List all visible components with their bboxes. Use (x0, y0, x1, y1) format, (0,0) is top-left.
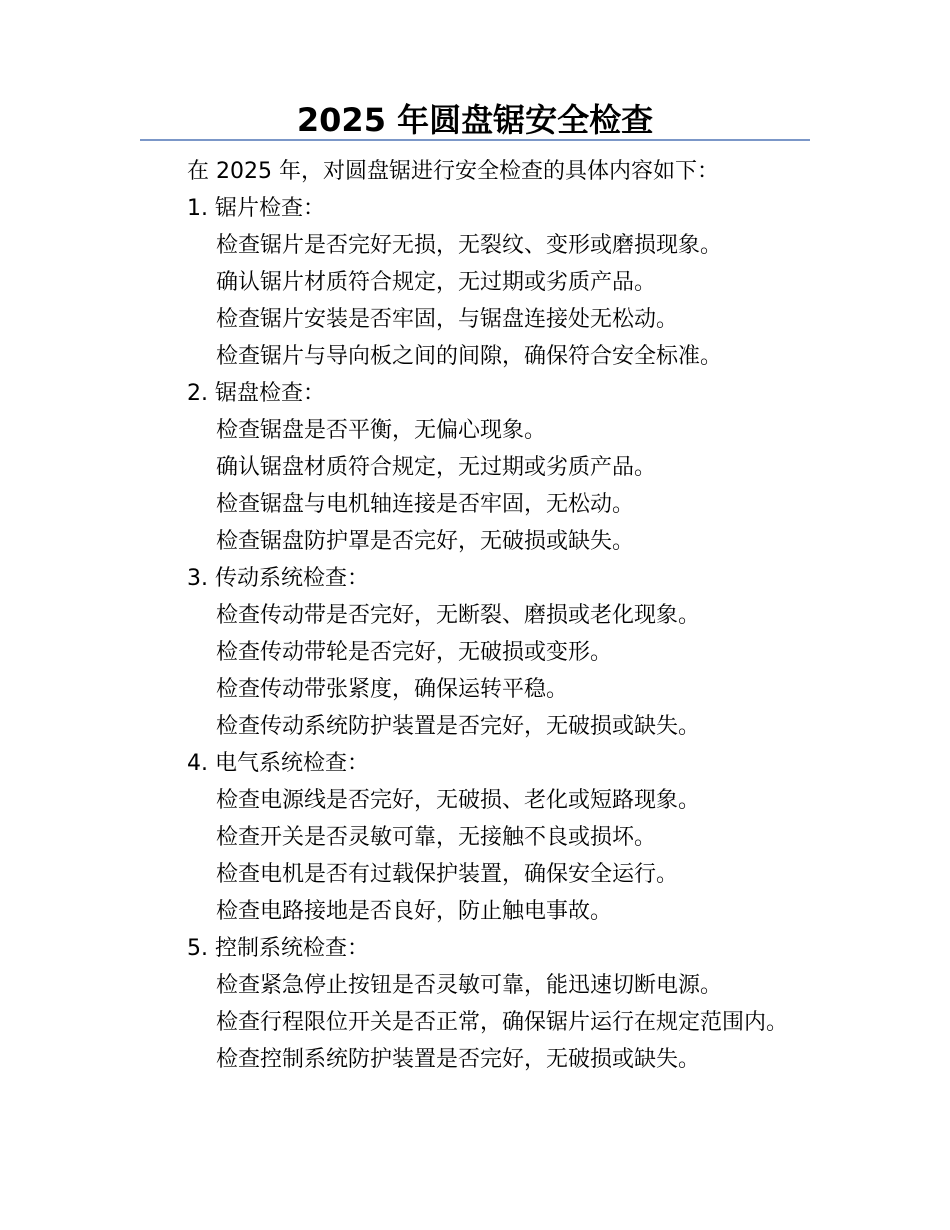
list-item: 检查紧急停止按钮是否灵敏可靠，能迅速切断电源。 (216, 973, 723, 998)
section-saw-disc (140, 375, 800, 560)
section-heading: 5. 控制系统检查： (187, 936, 369, 961)
document-title: 2025 年圆盘锯安全检查 (296, 101, 654, 139)
list-item: 检查锯盘与电机轴连接是否牢固，无松动。 (216, 492, 635, 517)
section-electrical (140, 745, 800, 930)
list-item: 确认锯片材质符合规定，无过期或劣质产品。 (216, 270, 657, 295)
list-item: 检查锯片是否完好无损，无裂纹、变形或磨损现象。 (216, 233, 723, 258)
section-heading: 2. 锯盘检查： (187, 381, 325, 406)
list-item: 检查传动系统防护装置是否完好，无破损或缺失。 (216, 714, 701, 739)
title-underline (140, 139, 810, 141)
list-item: 检查电路接地是否良好，防止触电事故。 (216, 899, 613, 924)
list-item: 检查锯盘防护罩是否完好，无破损或缺失。 (216, 529, 635, 554)
section-control (140, 930, 800, 1078)
list-item: 检查开关是否灵敏可靠，无接触不良或损坏。 (216, 825, 657, 850)
section-heading: 4. 电气系统检查： (187, 751, 369, 776)
section-heading: 3. 传动系统检查： (187, 566, 369, 591)
list-item: 检查传动带是否完好，无断裂、磨损或老化现象。 (216, 603, 701, 628)
intro-paragraph: 在 2025 年，对圆盘锯进行安全检查的具体内容如下： (187, 159, 719, 184)
section-blade (140, 190, 800, 375)
section-transmission (140, 560, 800, 745)
list-item: 检查传动带轮是否完好，无破损或变形。 (216, 640, 613, 665)
list-item: 检查锯片与导向板之间的间隙，确保符合安全标准。 (216, 344, 723, 369)
list-item: 检查电机是否有过载保护装置，确保安全运行。 (216, 862, 679, 887)
list-item: 检查传动带张紧度，确保运转平稳。 (216, 677, 569, 702)
list-item: 检查锯盘是否平衡，无偏心现象。 (216, 418, 547, 443)
document-body (140, 153, 800, 1078)
list-item: 确认锯盘材质符合规定，无过期或劣质产品。 (216, 455, 657, 480)
list-item: 检查电源线是否完好，无破损、老化或短路现象。 (216, 788, 701, 813)
list-item: 检查行程限位开关是否正常，确保锯片运行在规定范围内。 (216, 1010, 789, 1035)
list-item: 检查控制系统防护装置是否完好，无破损或缺失。 (216, 1047, 701, 1072)
list-item: 检查锯片安装是否牢固，与锯盘连接处无松动。 (216, 307, 679, 332)
section-heading: 1. 锯片检查： (187, 196, 325, 221)
